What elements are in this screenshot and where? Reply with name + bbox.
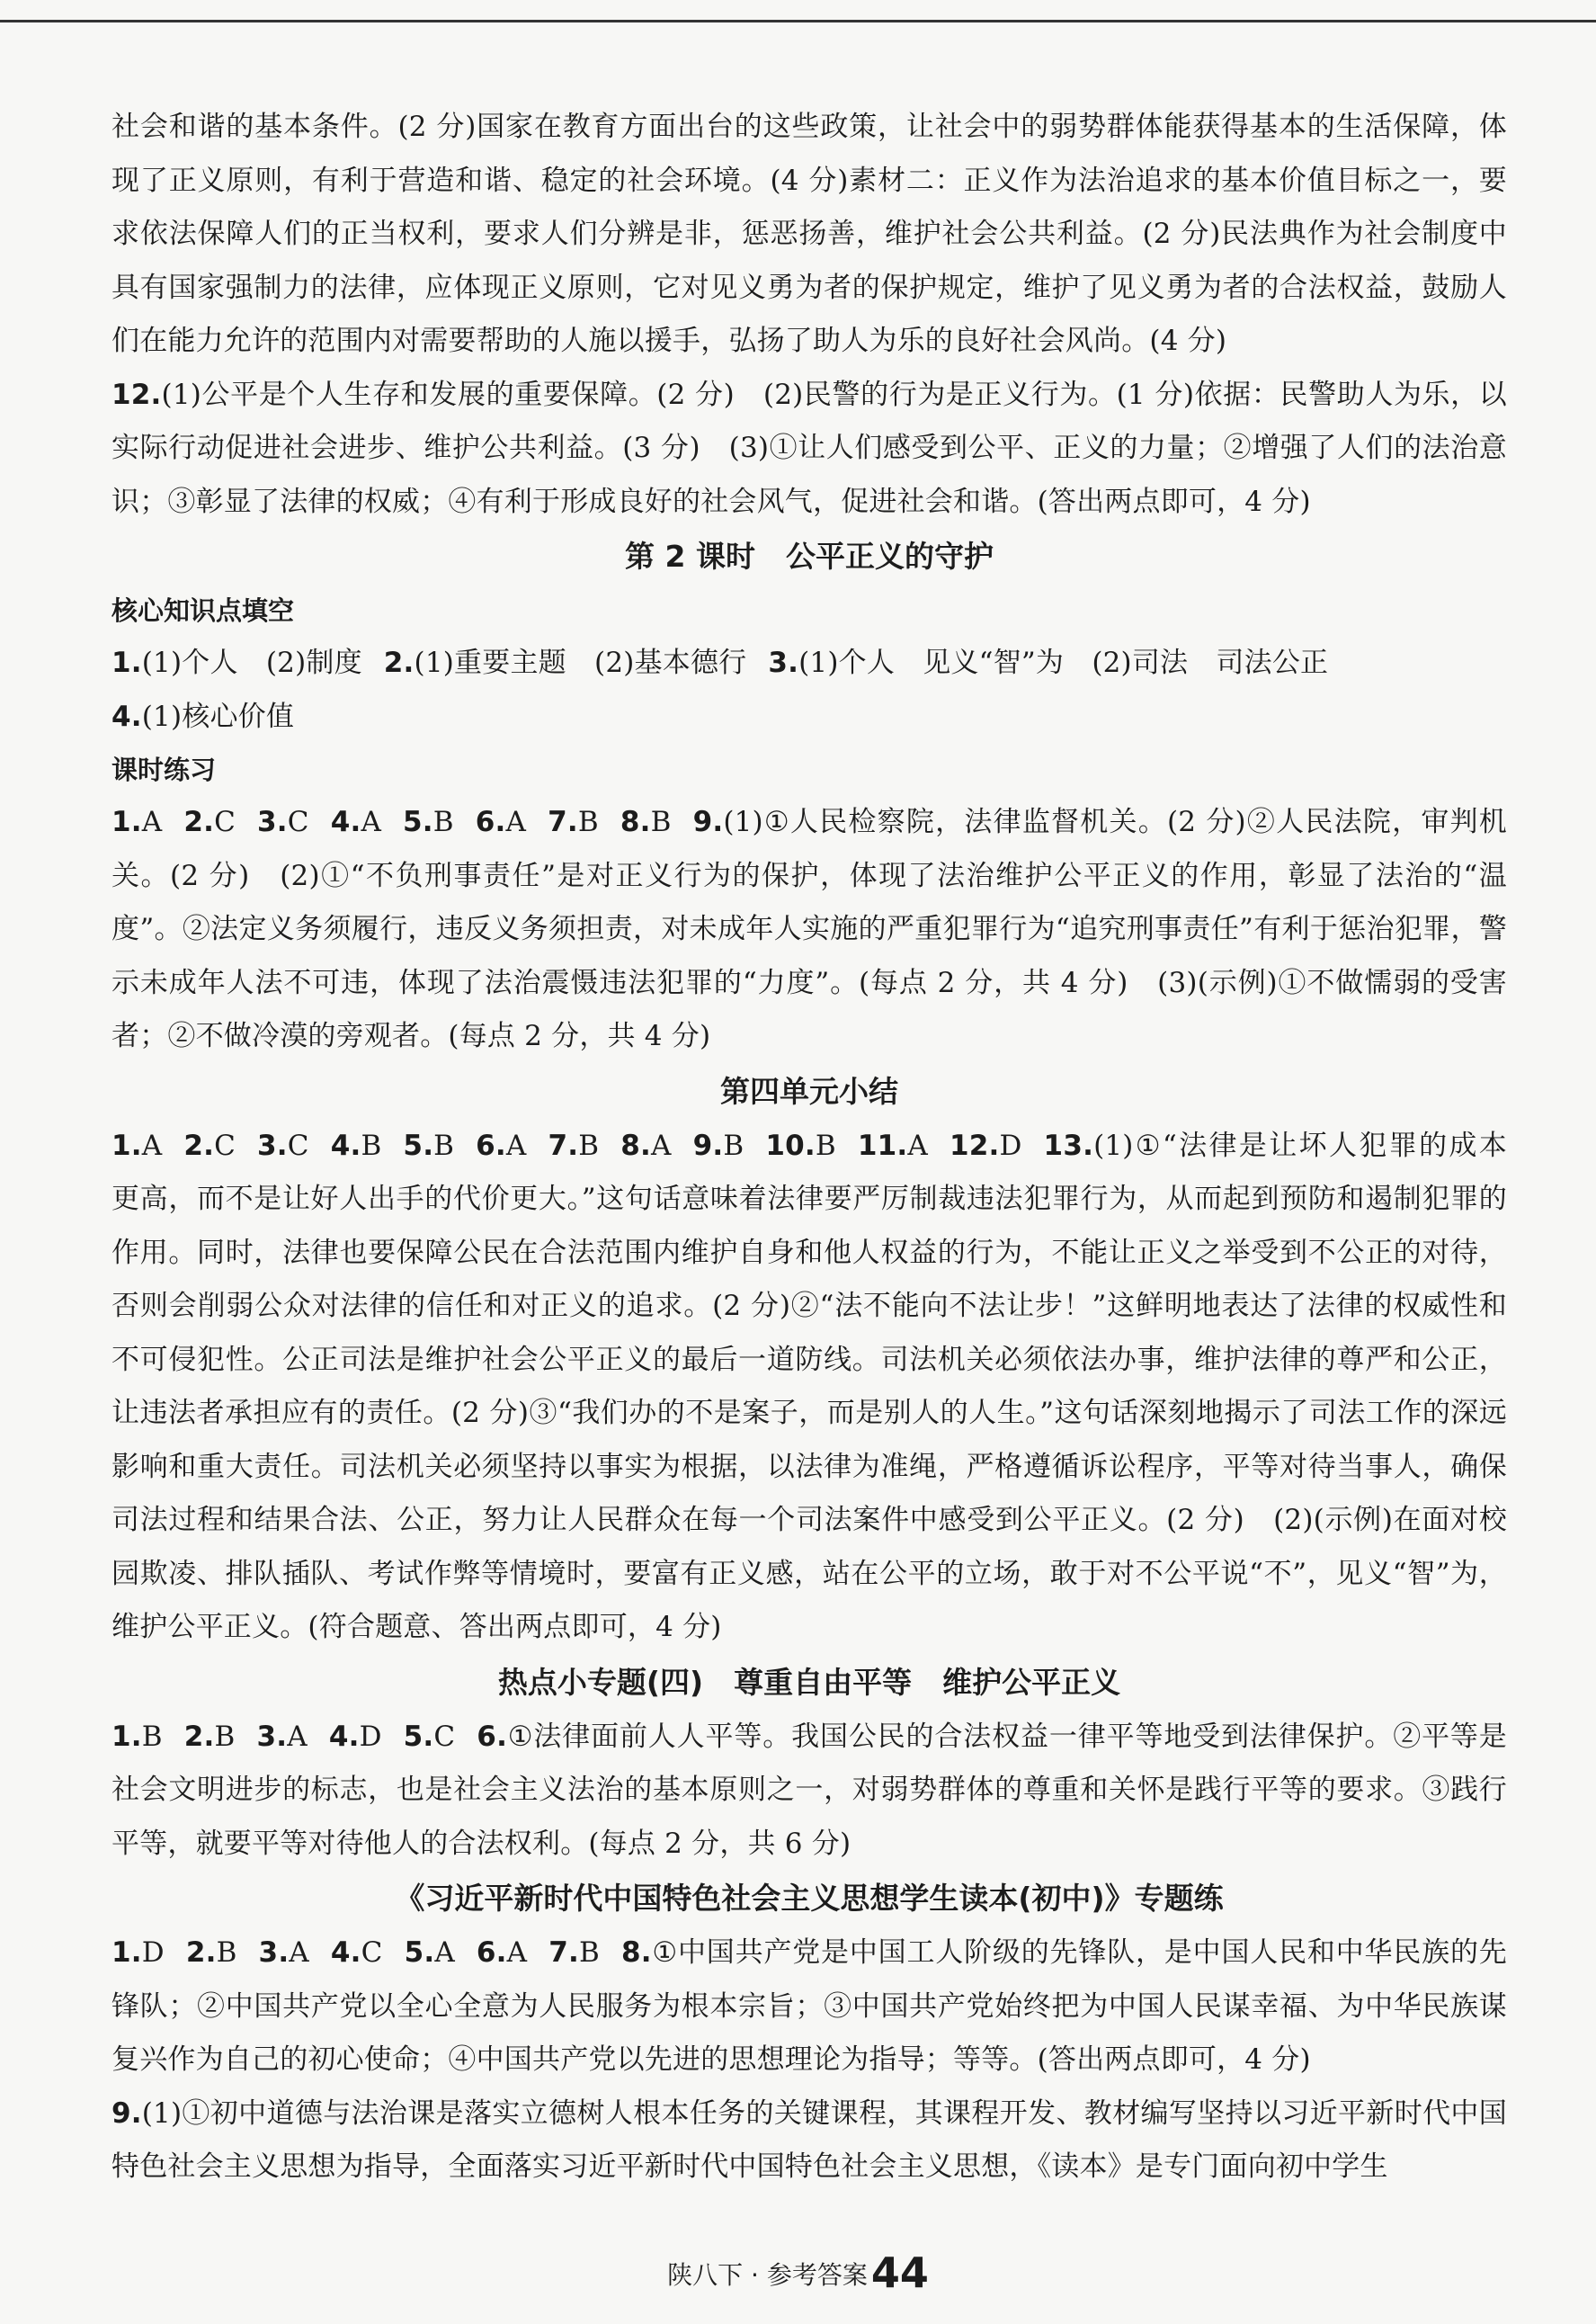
hot-topic-4-answers: 1.B 2.B 3.A 4.D 5.C 6.①法律面前人人平等。我国公民的合法权益一律平等地受到法律保护。②平等是社会文明进步的标志，也是社会主义法治的基本原则之一，对弱势群体的尊重和关怀是践行平等的要求。③践行平等，就要平等对待他人的合法权利。(每点 2 分，共 6 分): [111, 1720, 1507, 1860]
footer-label: 陕八下 · 参考答案: [667, 2260, 868, 2290]
core-knowledge-heading: 核心知识点填空: [111, 595, 295, 626]
top-rule: [0, 20, 1596, 22]
student-reader-question-9: 9.(1)①初中道德与法治课是落实立德树人根本任务的关键课程，其课程开发、教材编写坚持以习近平新时代中国特色社会主义思想为指导，全面落实习近平新时代中国特色社会主义思想，《读本》是专门面向初中学生: [111, 2096, 1507, 2183]
lesson-practice-heading: 课时练习: [111, 755, 217, 785]
hot-topic-4-title: 热点小专题(四) 尊重自由平等 维护公平正义: [497, 1664, 1121, 1700]
continued-answer-paragraph: 社会和谐的基本条件。(2 分)国家在教育方面出台的这些政策，让社会中的弱势群体能获得基本的生活保障，体现了正义原则，有利于营造和谐、稳定的社会环境。(4 分)素材二：正义作为法治追求的基本价值目标之一，要求依法保障人们的正当权利，要求人们分辨是非，惩恶扬善，维护社会公共利益。(2 分)民法典作为社会制度中具有国家强制力的法律，应体现正义原则，它对见义勇为者的保护规定，维护了见义勇为者的合法权益，鼓励人们在能力允许的范围内对需要帮助的人施以援手，弘扬了助人为乐的良好社会风尚。(4 分): [111, 111, 1507, 357]
lesson-practice-answers: 1.A 2.C 3.C 4.A 5.B 6.A 7.B 8.B 9.(1)①人民检察院，法律监督机关。(2 分)②人民法院，审判机关。(2 分) (2)①“不负刑事责任”是对正义行为的保护，体现了法治维护公平正义的作用，彰显了法治的“温度”。②法定义务须履行，违反义务须担责，对未成年人实施的严重犯罪行为“追究刑事责任”有利于惩治犯罪，警示未成年人法不可违，体现了法治震慑违法犯罪的“力度”。(每点 2 分，共 4 分) (3)(示例)①不做懦弱的受害者；②不做冷漠的旁观者。(每点 2 分，共 4 分): [111, 806, 1507, 1052]
unit-4-answers: 1.A 2.C 3.C 4.B 5.B 6.A 7.B 8.A 9.B 10.B 11.A 12.D 13.(1)①“法律是让坏人犯罪的成本更高，而不是让好人出手的代价更大。”这句话意味着法律要严厉制裁违法犯罪行为，从而起到预防和遏制犯罪的作用。同时，法律也要保障公民在合法范围内维护自身和他人权益的行为，不能让正义之举受到不公正的对待，否则会削弱公众对法律的信任和对正义的追求。(2 分)②“法不能向不法让步！”这鲜明地表达了法律的权威性和不可侵犯性。公正司法是维护社会公平正义的最后一道防线。司法机关必须依法办事，维护法律的尊严和公正，让违法者承担应有的责任。(2 分)③“我们办的不是案子，而是别人的人生。”这句话深刻地揭示了司法工作的深远影响和重大责任。司法机关必须坚持以事实为根据，以法律为准绳，严格遵循诉讼程序，平等对待当事人，确保司法过程和结果合法、公正，努力让人民群众在每一个司法案件中感受到公平正义。(2 分) (2)(示例)在面对校园欺凌、排队插队、考试作弊等情境时，要富有正义感，站在公平的立场，敢于对不公平说“不”，见义“智”为，维护公平正义。(符合题意、答出两点即可，4 分): [111, 1129, 1507, 1643]
page-number: 44: [870, 2248, 929, 2297]
answer-page-body: [111, 101, 1507, 2194]
student-reader-answers: 1.D 2.B 3.A 4.C 5.A 6.A 7.B 8.①中国共产党是中国工人阶级的先锋队，是中国人民和中华民族的先锋队；②中国共产党以全心全意为人民服务为根本宗旨；③中国共产党始终把为中国人民谋幸福、为中华民族谋复兴作为自己的初心使命；④中国共产党以先进的思想理论为指导；等等。(答出两点即可，4 分): [111, 1936, 1507, 2076]
unit-4-summary-title: 第四单元小结: [720, 1073, 898, 1109]
question-12-answer: 12.(1)公平是个人生存和发展的重要保障。(2 分) (2)民警的行为是正义行为。(1 分)依据：民警助人为乐，以实际行动促进社会进步、维护公共利益。(3 分) (3)①让人们感受到公平、正义的力量；②增强了人们的法治意识；③彰显了法律的权威；④有利于形成良好的社会风气，促进社会和谐。(答出两点即可，4 分): [111, 378, 1507, 518]
page-footer: [0, 2248, 1596, 2297]
student-reader-practice-title: 《习近平新时代中国特色社会主义思想学生读本(初中)》专题练: [395, 1881, 1224, 1916]
lesson-2-title: 第 2 课时 公平正义的守护: [625, 539, 994, 574]
core-knowledge-answers: 1.(1)个人 (2)制度 2.(1)重要主题 (2)基本德行 3.(1)个人 见义“智”为 (2)司法 司法公正 4.(1)核心价值: [111, 647, 1329, 733]
question-number: 12.: [111, 378, 162, 411]
